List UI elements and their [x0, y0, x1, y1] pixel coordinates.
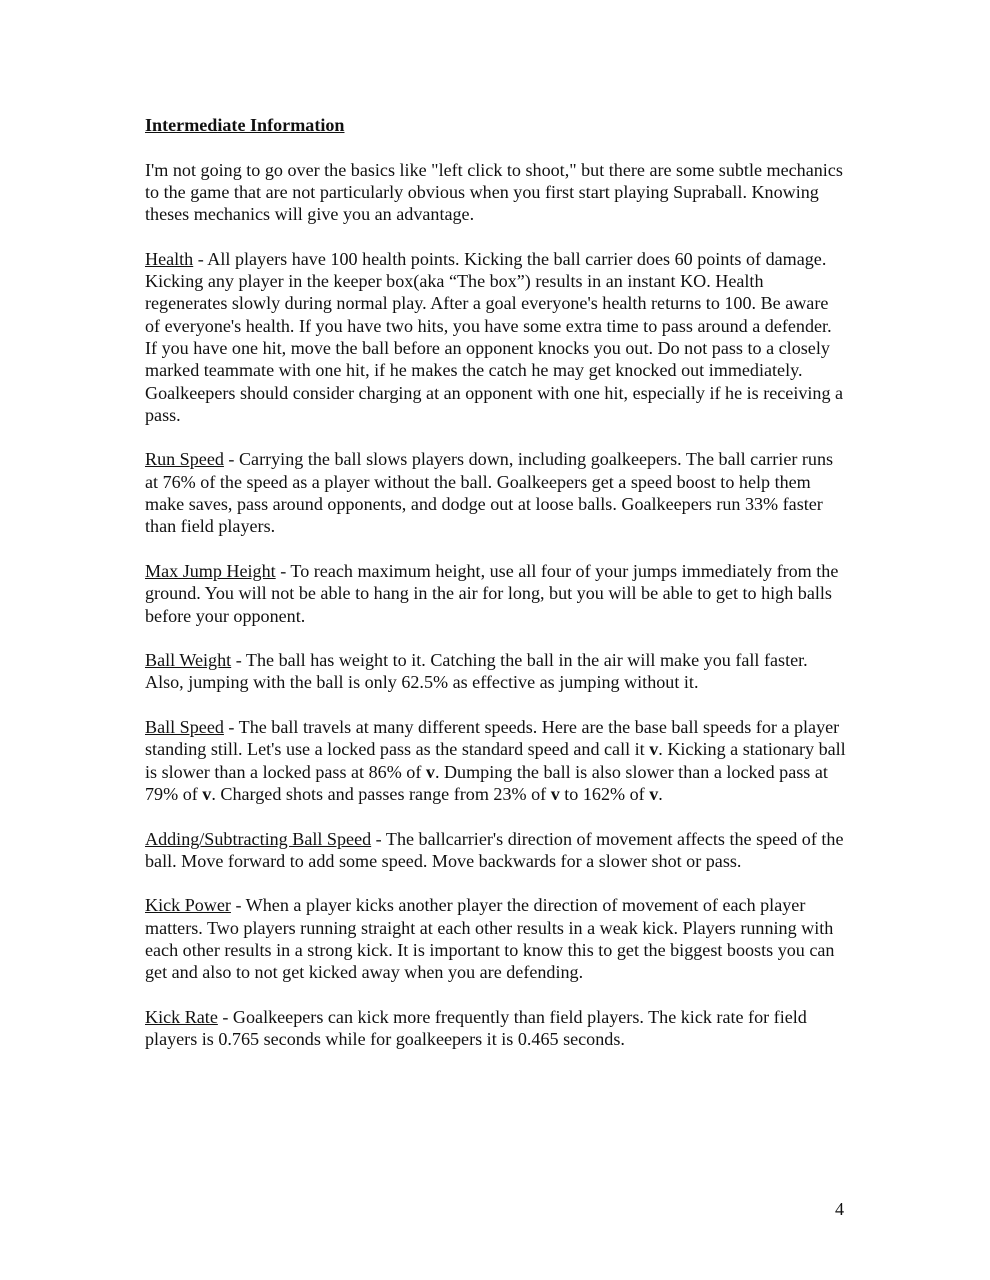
adding-subtracting-text: - The ballcarrier's direction of movement affects the speed of the ball. Move forward to add some speed. Move backwards for a slower shot or pass. [145, 828, 844, 871]
adding-subtracting-term: Adding/Subtracting Ball Speed [145, 828, 372, 849]
ball-speed-text-3: . Dumping the ball is also slower than a locked pass at 79% of [145, 761, 828, 804]
ball-speed-text-2: . Kicking a stationary ball is slower than a locked pass at 86% of [145, 739, 846, 782]
max-jump-text: - To reach maximum height, use all four of your jumps immediately from the ground. You will not be able to hang in the air for long, but you will be able to get to high balls before your opponent. [145, 560, 839, 626]
kick-rate-paragraph [145, 1006, 847, 1051]
ball-speed-text-6: . [658, 783, 663, 804]
document-page [145, 114, 847, 1073]
ball-speed-paragraph [145, 716, 847, 805]
health-text: - All players have 100 health points. Kicking the ball carrier does 60 points of damage. Kicking any player in the keeper box(aka “The box”) results in an instant KO. Health regenerates slowly during normal play. After a goal everyone's health returns to 100. Be aware of everyone's health. If you have two hits, you have some extra time to pass around a defender. If you have one hit, move the ball before an opponent knocks you out. Do not pass to a closely marked teammate with one hit, if he makes the catch he may get knocked out immediately. Goalkeepers should consider charging at an opponent with one hit, especially if he is receiving a pass. [145, 248, 844, 425]
run-speed-term: Run Speed [145, 449, 224, 470]
speed-symbol: v [425, 761, 435, 782]
section-heading: Intermediate Information [145, 115, 345, 135]
kick-rate-term: Kick Rate [145, 1006, 218, 1027]
health-paragraph [145, 248, 847, 426]
ball-weight-text: - The ball has weight to it. Catching the ball in the air will make you fall faster. Also, jumping with the ball is only 62.5% as effective as jumping without it. [145, 650, 808, 693]
ball-speed-text-4: . Charged shots and passes range from 23% of [211, 783, 551, 804]
speed-symbol: v [649, 739, 659, 760]
kick-power-paragraph [145, 894, 847, 983]
speed-symbol: v [202, 783, 212, 804]
max-jump-paragraph [145, 560, 847, 627]
max-jump-term: Max Jump Height [145, 560, 276, 581]
speed-symbol: v [550, 783, 560, 804]
run-speed-text: - Carrying the ball slows players down, including goalkeepers. The ball carrier runs at 76% of the speed as a player without the ball. Goalkeepers get a speed boost to help them make saves, pass around opponents, and dodge out at loose balls. Goalkeepers run 33% faster than field players. [145, 449, 834, 537]
adding-subtracting-paragraph [145, 828, 847, 873]
ball-speed-text-1: - The ball travels at many different speeds. Here are the base ball speeds for a player standing still. Let's use a locked pass as the standard speed and call it [145, 717, 840, 760]
kick-rate-text: - Goalkeepers can kick more frequently than field players. The kick rate for field players is 0.765 seconds while for goalkeepers it is 0.465 seconds. [145, 1006, 807, 1050]
intro-paragraph: I'm not going to go over the basics like "left click to shoot," but there are some subtle mechanics to the game that are not particularly obvious when you first start playing Supraball. Knowing theses mechanics will give you an advantage. [145, 159, 843, 225]
page-number: 4 [834, 1199, 844, 1219]
ball-speed-term: Ball Speed [145, 717, 224, 738]
health-term: Health [145, 248, 194, 269]
ball-weight-term: Ball Weight [145, 650, 232, 671]
speed-symbol: v [649, 783, 659, 804]
run-speed-paragraph [145, 448, 847, 537]
kick-power-text: - When a player kicks another player the direction of movement of each player matters. Two players running straight at each other results in a weak kick. Players running with each other results in a strong kick. It is important to know this to get the biggest boosts you can get and also to not get kicked away when you are defending. [145, 895, 835, 983]
ball-weight-paragraph [145, 649, 847, 694]
kick-power-term: Kick Power [145, 895, 231, 916]
ball-speed-text-5: to 162% of [559, 783, 650, 804]
